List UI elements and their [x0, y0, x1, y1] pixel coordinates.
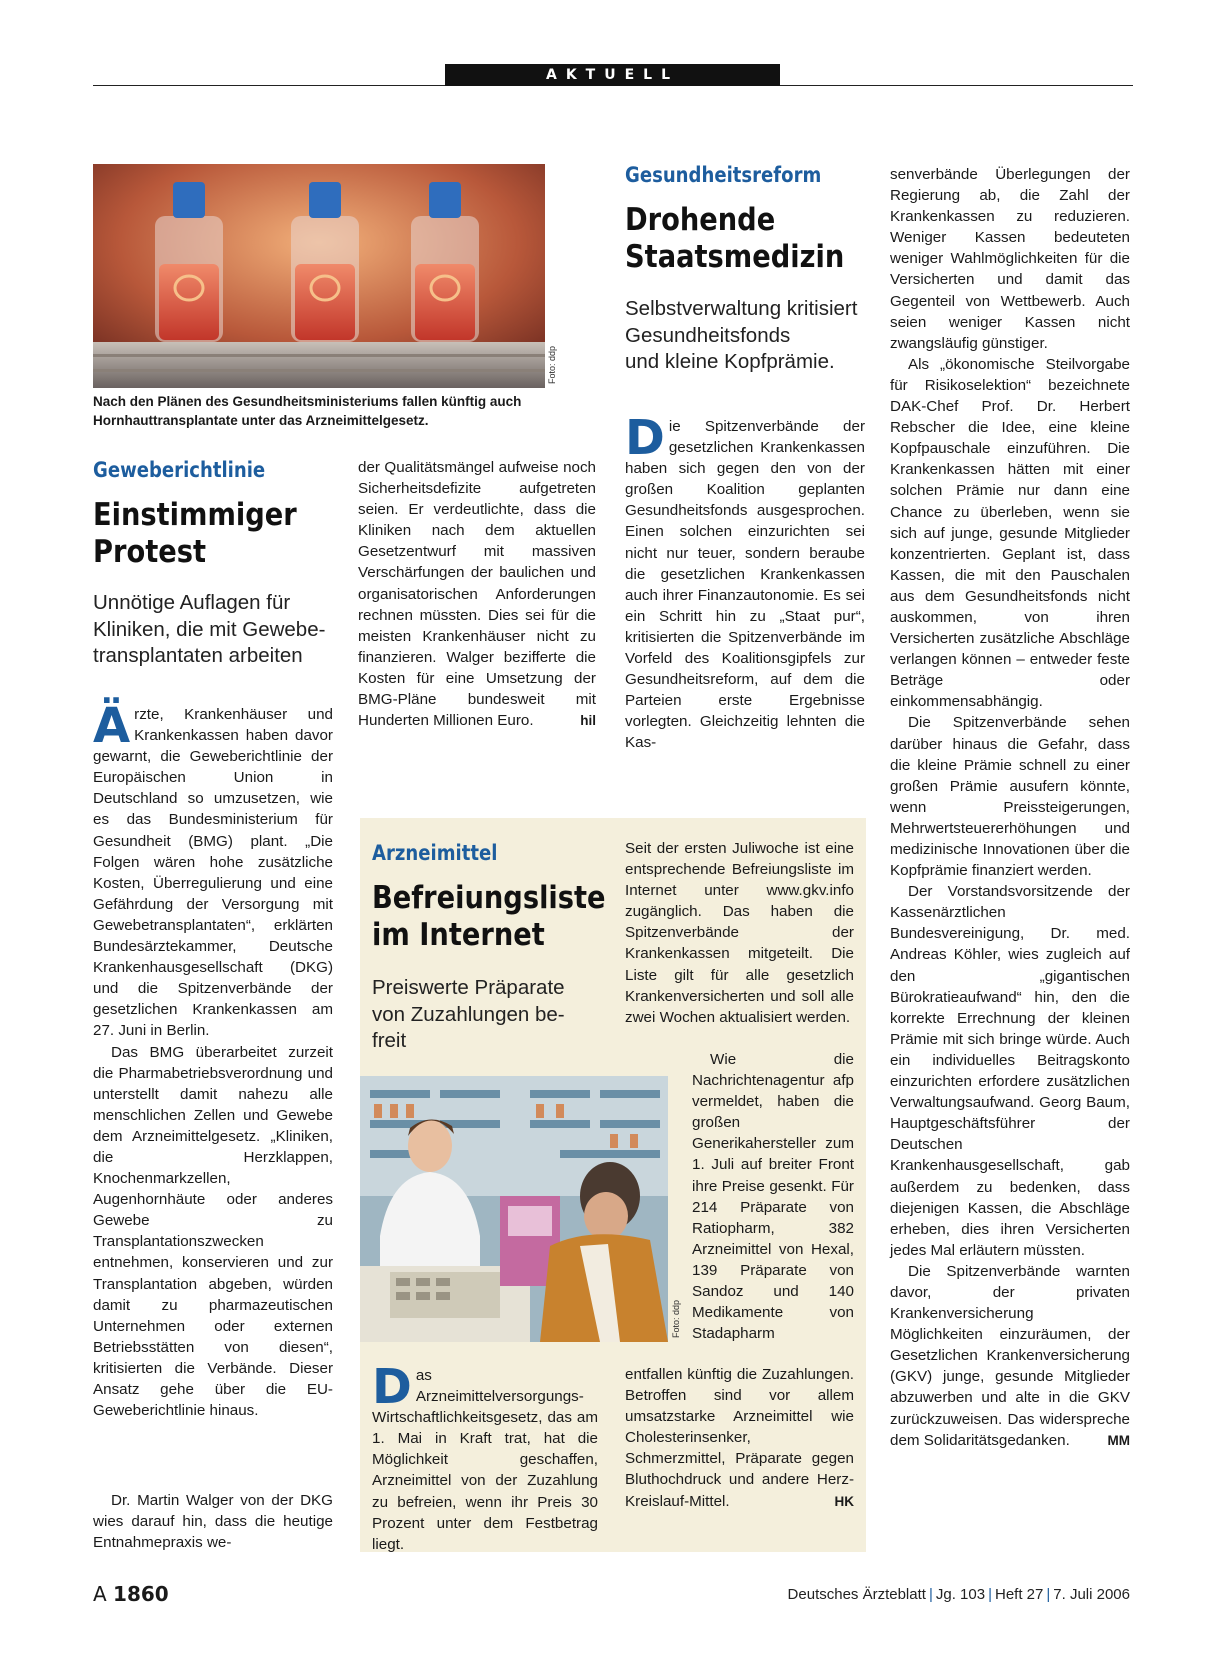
page-number	[93, 1582, 169, 1606]
boxed-article-body-col2	[625, 838, 854, 1028]
article-deck: Preiswerte Präparate von Zuzahlungen be- freit	[372, 976, 565, 1052]
article-headline: Befreiungsliste im Internet	[372, 880, 606, 953]
page-prefix: A	[93, 1582, 107, 1606]
article-body-col1	[93, 698, 333, 1421]
boxed-article-body-col1	[372, 1359, 598, 1555]
boxed-article-body-col2c: entfallen künftig die Zuzahlungen. Betroffen sind vor allem umsatzstarke Arzneimittel wie Cholesterinsenker, Schmerzmittel, Präparate gegen Bluthochdruck und andere Herz-Kreislauf-Mittel. HK	[625, 1364, 854, 1512]
boxed-article-body-col2b: Wie die Nachrichtenagentur afp vermeldet, haben die großen Generikahersteller zum 1. Juli auf breiter Front ihre Preise gesenkt. Für 214 Präparate von Ratiopharm, 382 Arzneimittel von Hexal, 139 Präparate von Sandoz und 140 Medikamente von Stadapharm	[692, 1051, 854, 1343]
paragraph: Als „ökonomische Steilvorgabe für Risikoselektion“ bezeichnete DAK-Chef Prof. Dr. Herbert Rebscher die Idee, eine kleine Kopfpauschale einzuführen. Die Krankenkassen hätten mit einer solchen Prämie nur dann eine Chance zu überleben, wenn sie sich auf junge, gesunde Mitglieder konzentrierten. Geplant ist, dass Kassen, die mit den Pauschalen aus dem Gesundheitsfonds nicht auskommen, von ihren Versicherten zusätzliche Abschläge verlangen können – entweder feste Beträge oder einkommensabhängig.	[890, 355, 1130, 711]
journal-info: Deutsches Ärzteblatt | Jg. 103 | Heft 27 | 7. Juli 2006	[787, 1586, 1130, 1603]
paragraph: Die Spitzenverbände warnten davor, der privaten Krankenversicherung Möglichkeiten einzuräumen, der Gesetzlichen Krankenversicherung (GKV) junge, gesunde Mitglieder abzuwerben und alte in die GKV zurückzuweisen. Das widerspreche dem Solidaritätsgedanken.	[890, 1262, 1130, 1449]
journal-volume: Jg. 103	[935, 1586, 986, 1603]
page-number-value: 1860	[113, 1582, 169, 1606]
journal-date: 7. Juli 2006	[1053, 1586, 1130, 1603]
paragraph: Der Vorstandsvorsitzende der Kassenärztlichen Bundesvereinigung, Dr. med. Andreas Köhler, wies zugleich auf den „gigantischen Bürokratieaufwand“ hin, den die korrekte Errechnung der kleinen Prämie mit sich bringe würde. Auch ein individuelles Beitragskonto einzurichten erfordere zusätzlichen Verwaltungsaufwand. Georg Baum, Hauptgeschäftsführer der Deutschen Krankenhausgesellschaft, gab außerdem zu bedenken, dass diejenigen Kassen, die Abschläge erheben, dies ihren Versicherten jedes Mal erläutern müssten.	[890, 883, 1130, 1259]
photo-credit: Foto: ddp	[547, 345, 557, 384]
photo-caption: Nach den Plänen des Gesundheitsministeriums fallen künftig auch Hornhauttransplantate unter das Arzneimittelgesetz.	[93, 394, 522, 428]
article-headline: Drohende Staatsmedizin	[625, 202, 845, 275]
paragraph: Das BMG überarbeitet zurzeit die Pharmabetriebsverordnung und unterstellt damit nahezu alle menschlichen Zellen und Gewebe dem Arzneimittelgesetz. „Kliniken, die Herzklappen, Knochenmarkzellen, Augenhornhäute oder anderes Gewebe zu Transplantationszwecken entnehmen, konservieren und zur Transplantation abgeben, würden damit zu pharmazeutischen Unternehmen oder externen Betriebsstätten von diesen“, kritisierten die Verbände. Dieser Ansatz gehe über die EU-Geweberichtlinie hinaus.	[93, 1043, 333, 1420]
article-deck: Unnötige Auflagen für Kliniken, die mit Gewebe- transplantaten arbeiten	[93, 591, 326, 667]
article-rubric: Arzneimittel	[372, 841, 498, 865]
paragraph: Seit der ersten Juliwoche ist eine entsprechende Befreiungsliste im Internet unter www.gkv.info zugänglich. Das haben die Spitzenverbände der Krankenkassen mitgeteilt. Die Liste gilt für alle gesetzlich Krankenversicherten und soll alle zwei Wochen aktualisiert werden.	[625, 840, 854, 1026]
article-rubric: Geweberichtlinie	[93, 458, 266, 482]
article-deck: Selbstverwaltung kritisiert Gesundheitsfonds und kleine Kopfprämie.	[625, 297, 858, 373]
author-signature: hil	[580, 713, 596, 729]
article-body-col4: senverbände Überlegungen der Regierung ab, die Zahl der Krankenkassen zu reduzieren. Weniger Kassen bedeuteten weniger Wahlmöglichkeiten für die Versicherten und damit das Gegenteil von Wettbewerb. Auch seien weniger Kassen nicht zwangsläufig günstiger. Als „ökonomische Steilvorgabe für Risikoselektion“ bezeichnete DAK-Chef Prof. Dr. Herbert Rebscher die Idee, eine kleine Kopfpauschale einzuführen. Die Krankenkassen hätten mit einer solchen Prämie nur dann eine Chance zu überleben, wenn sie sich auf junge, gesunde Mitglieder konzentrierten. Geplant ist, dass Kassen, die mit den Pauschalen aus dem Gesundheitsfonds nicht auskommen, von ihren Versicherten zusätzliche Abschläge verlangen können – entweder feste Beträge oder einkommensabhängig. Die Spitzenverbände sehen darüber hinaus die Gefahr, dass die kleine Prämie schnell zu einer großen Prämie ausufern könnte, wenn Preissteigerungen, Mehrwertsteuererhöhungen und medizinische Innovationen über die Kopfprämie finanziert werden. Der Vorstandsvorsitzende der Kassenärztlichen Bundesvereinigung, Dr. med. Andreas Köhler, wies zugleich auf den „gigantischen Bürokratieaufwand“ hin, den die korrekte Errechnung der kleinen Prämie mit sich bringe würde. Auch ein individuelles Beitragskonto einzurichten erfordere zusätzlichen Verwaltungsaufwand. Georg Baum, Hauptgeschäftsführer der Deutschen Krankenhausgesellschaft, gab außerdem zu bedenken, dass diejenigen Kassen, die Abschläge erheben, dies ihren Versicherten jedes Mal erläutern müssten. Die Spitzenverbände warnten davor, der privaten Krankenversicherung Möglichkeiten einzuräumen, der Gesetzlichen Krankenversicherung (GKV) junge, gesunde Mitglieder abzuwerben und alte in die GKV zurückzuweisen. Das widerspreche dem Solidaritätsgedanken. MM	[890, 164, 1130, 1451]
drop-cap: D	[372, 1359, 412, 1415]
section-tag: AKTUELL	[445, 64, 780, 86]
journal-issue: Heft 27	[994, 1586, 1044, 1603]
journal-name: Deutsches Ärzteblatt	[787, 1586, 926, 1603]
article-body-col1b: Dr. Martin Walger von der DKG wies darauf hin, dass die heutige Entnahmepraxis we-	[93, 1492, 333, 1552]
article-rubric: Gesundheitsreform	[625, 163, 822, 187]
paragraph: rzte, Krankenhäuser und Krankenkassen haben davor gewarnt, die Geweberichtlinie der Europäischen Union in Deutschland so umzusetzen, wie es das Bundesministerium für Gesundheit (BMG) plant. „Die Folgen wären hohe zusätzliche Kosten, Überregulierung und eine Gefährdung der Versorgung mit Gewebetransplantaten“, erklärten Bundesärztekammer, Deutsche Krankenhausgesellschaft (DKG) und die Spitzenverbände der gesetzlichen Krankenkassen am 27. Juni in Berlin.	[93, 706, 333, 1040]
photo-credit: Foto: ddp	[671, 1299, 681, 1338]
drop-cap: D	[625, 410, 665, 466]
author-signature: HK	[834, 1493, 854, 1509]
article-body-col3: Die Spitzenverbände der gesetzlichen Krankenkassen haben sich gegen den von der großen Koalition geplanten Gesundheitsfonds ausgesprochen. Einen solchen einzurichten sei nicht nur teuer, sondern beraube die gesetzlichen Krankenkassen auch ihrer Finanzautonomie. Es sei ein Schritt hin zu „Staat pur“, kritisierten die Spitzenverbände im Vorfeld des Koalitionsgipfels zur Gesundheitsreform, auf dem die Parteien erste Ergebnisse vorlegten. Gleichzeitig lehnten die Kas-	[625, 410, 865, 752]
drop-cap: Ä	[93, 698, 131, 754]
paragraph: as Arzneimittelversorgungs-Wirtschaftlichkeitsgesetz, das am 1. Mai in Kraft trat, hat die Möglichkeit geschaffen, Arzneimittel von der Zuzahlung zu befreien, wenn ihr Preis 30 Prozent unter dem Festbetrag liegt.	[372, 1367, 598, 1553]
pharmacy-photo	[360, 1076, 668, 1342]
author-signature: MM	[1107, 1432, 1130, 1448]
article-headline: Einstimmiger Protest	[93, 497, 297, 570]
article-body-col2: der Qualitätsmängel aufweise noch Sicherheitsdefizite aufgetreten seien. Er verdeutlichte, dass die Kliniken nach dem aktuellen Gesetzentwurf mit massiven Verschärfungen der baulichen und organisatorischen Anforderungen rechnen müssten. Dies sei für die meisten Krankenhäuser nicht zu finanzieren. Walger bezifferte die Kosten für eine Umsetzung der BMG-Pläne bundesweit mit Hunderten Millionen Euro. hil	[358, 457, 596, 731]
paragraph: Die Spitzenverbände sehen darüber hinaus die Gefahr, dass die kleine Prämie schnell zu einer großen Prämie ausufern könnte, wenn Preissteigerungen, Mehrwertsteuererhöhungen und medizinische Innovationen über die Kopfprämie finanziert werden.	[890, 714, 1130, 880]
cell-culture-photo	[93, 164, 545, 388]
